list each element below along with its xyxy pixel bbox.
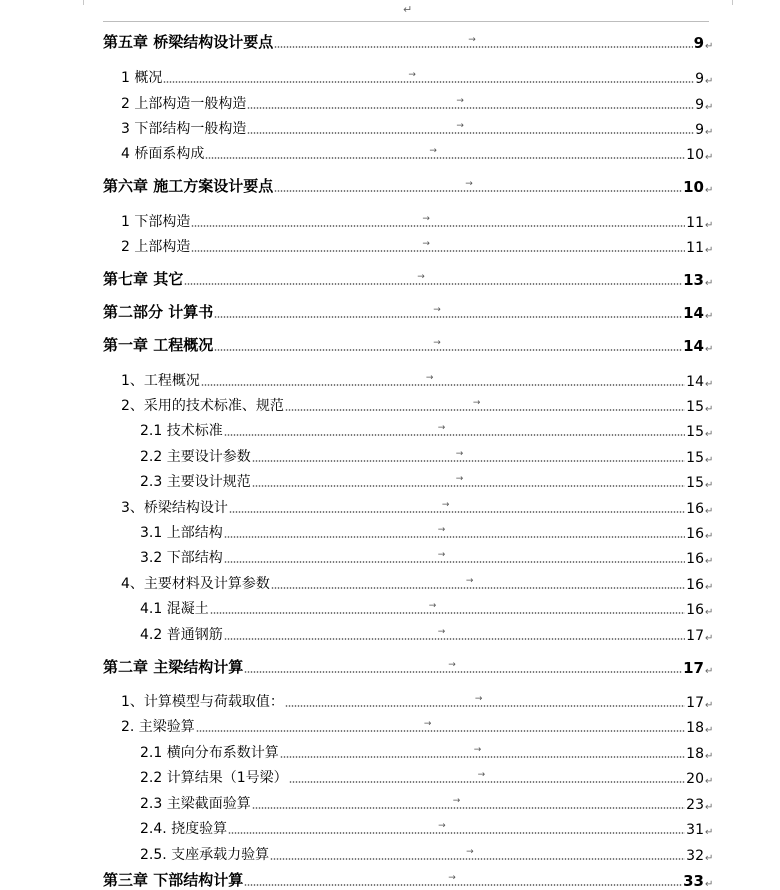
toc-entry[interactable] [103, 395, 713, 415]
toc-entry-label: 2.2 计算结果（1号梁） [140, 770, 288, 786]
toc-entry-page-number: 14 [686, 374, 704, 390]
tab-arrow-icon: → [433, 305, 441, 315]
tab-arrow-icon: → [465, 179, 473, 189]
toc-entry-page-number: 17 [686, 628, 704, 644]
tab-arrow-icon: → [438, 821, 446, 831]
dot-leader [191, 214, 685, 227]
toc-entry-label: 第二章 主梁结构计算 [103, 658, 244, 676]
toc-entry-page-number: 17 [683, 659, 704, 677]
toc-entry-label: 2.2 主要设计参数 [140, 449, 251, 465]
tab-arrow-icon: → [408, 70, 416, 80]
toc-entry-label: 3、桥梁结构设计 [121, 500, 228, 516]
toc-entry[interactable] [103, 844, 713, 864]
dot-leader [271, 576, 685, 589]
paragraph-return-icon: ↵ [705, 751, 714, 762]
paragraph-return-icon: ↵ [705, 531, 714, 542]
toc-entry-page-number: 16 [686, 526, 704, 542]
toc-entry-page-number: 9 [693, 34, 704, 52]
paragraph-return-icon: ↵ [705, 185, 714, 196]
paragraph-return-icon: ↵ [705, 41, 714, 52]
toc-entry[interactable] [103, 269, 713, 289]
tab-arrow-icon: → [425, 373, 434, 383]
toc-entry-label: 2 上部构造 [121, 239, 191, 255]
paragraph-return-icon: ↵ [705, 311, 714, 322]
toc-entry-page-number: 31 [686, 822, 704, 838]
tab-arrow-icon: → [465, 576, 474, 586]
dot-leader [224, 423, 685, 436]
document-page [83, 0, 733, 890]
toc-entry-label: 1 下部构造 [121, 214, 191, 230]
toc-entry[interactable] [103, 471, 713, 491]
toc-entry-page-number: 9 [695, 97, 704, 113]
toc-entry[interactable] [103, 522, 713, 542]
toc-entry[interactable] [103, 598, 713, 618]
dot-leader [228, 821, 685, 834]
toc-entry[interactable] [103, 547, 713, 567]
paragraph-return-icon: ↵ [705, 76, 714, 87]
tab-arrow-icon: → [422, 239, 430, 249]
dot-leader [191, 239, 685, 252]
toc-entry-page-number: 13 [683, 271, 704, 289]
toc-entry-label: 4.1 混凝土 [140, 601, 209, 617]
toc-entry-label: 1、工程概况 [121, 373, 200, 389]
tab-arrow-icon: → [472, 398, 481, 408]
toc-entry-page-number: 10 [686, 147, 704, 163]
paragraph-return-icon: ↵ [705, 379, 714, 390]
toc-entry-page-number: 15 [686, 450, 704, 466]
toc-entry-label: 4.2 普通钢筋 [140, 627, 223, 643]
toc-entry[interactable] [103, 573, 713, 593]
paragraph-return-icon: ↵ [705, 666, 714, 677]
toc-entry[interactable] [103, 742, 713, 762]
header-rule [103, 21, 709, 22]
tab-arrow-icon: → [455, 449, 464, 459]
paragraph-return-icon: ↵ [705, 455, 714, 466]
dot-leader [270, 847, 685, 860]
toc-entry-page-number: 15 [686, 424, 704, 440]
toc-entry-page-number: 16 [686, 577, 704, 593]
dot-leader [244, 873, 682, 886]
toc-entry-label: 第七章 其它 [103, 270, 184, 288]
paragraph-return-icon: ↵ [705, 220, 714, 231]
toc-entry[interactable] [103, 870, 713, 890]
paragraph-return-icon: ↵ [705, 802, 714, 813]
dot-leader [201, 373, 685, 386]
dot-leader [280, 745, 685, 758]
toc-entry[interactable] [103, 211, 713, 231]
dot-leader [224, 627, 685, 640]
tab-arrow-icon: → [433, 338, 441, 348]
page-corner-mark-left [83, 0, 84, 5]
paragraph-return-icon: ↵ [705, 853, 714, 864]
toc-entry-page-number: 10 [683, 178, 704, 196]
toc-entry-page-number: 18 [686, 746, 704, 762]
toc-entry-page-number: 9 [695, 71, 704, 87]
tab-arrow-icon: → [417, 272, 425, 282]
toc-entry-label: 3.2 下部结构 [140, 550, 223, 566]
paragraph-return-icon: ↵ [705, 344, 714, 355]
toc-entry-page-number: 9 [695, 122, 704, 138]
toc-entry-page-number: 17 [686, 695, 704, 711]
toc-entry-label: 1、计算模型与荷载取值： [121, 694, 284, 710]
dot-leader [274, 35, 692, 48]
toc-entry-page-number: 16 [686, 602, 704, 618]
toc-entry[interactable] [103, 67, 713, 87]
toc-entry-page-number: 23 [686, 797, 704, 813]
dot-leader [224, 525, 685, 538]
toc-entry[interactable] [103, 497, 713, 517]
dot-leader [285, 694, 685, 707]
dot-leader [252, 796, 685, 809]
toc-entry-label: 2.1 横向分布系数计算 [140, 745, 279, 761]
toc-entry[interactable] [103, 370, 713, 390]
toc-entry-page-number: 14 [683, 304, 704, 322]
paragraph-return-icon: ↵ [705, 127, 714, 138]
toc-entry-label: 2.1 技术标准 [140, 423, 223, 439]
toc-entry[interactable] [103, 624, 713, 644]
paragraph-return-icon: ↵ [705, 429, 714, 440]
toc-entry-label: 第二部分 计算书 [103, 303, 214, 321]
dot-leader [289, 770, 686, 783]
paragraph-return-icon: ↵ [705, 245, 714, 256]
toc-entry-label: 2、采用的技术标准、规范 [121, 398, 284, 414]
tab-arrow-icon: → [468, 35, 476, 45]
tab-arrow-icon: → [456, 121, 464, 131]
toc-entry-page-number: 33 [683, 872, 704, 890]
paragraph-return-icon: ↵ [705, 556, 714, 567]
toc-entry[interactable] [103, 420, 713, 440]
toc-entry-label: 4 桥面系构成 [121, 146, 205, 162]
paragraph-return-icon: ↵ [705, 827, 714, 838]
toc-entry-page-number: 11 [686, 240, 704, 256]
tab-arrow-icon: → [423, 719, 432, 729]
paragraph-return-icon: ↵ [705, 633, 714, 644]
toc-entry[interactable] [103, 335, 713, 355]
toc-entry[interactable] [103, 236, 713, 256]
paragraph-return-icon: ↵ [705, 607, 714, 618]
toc-entry-label: 2.3 主要设计规范 [140, 474, 251, 490]
dot-leader [285, 398, 685, 411]
toc-entry-page-number: 14 [683, 337, 704, 355]
toc-entry-label: 2.3 主梁截面验算 [140, 796, 251, 812]
paragraph-return-icon: ↵ [705, 725, 714, 736]
toc-entry[interactable] [103, 716, 713, 736]
toc-entry[interactable] [103, 118, 713, 138]
paragraph-return-icon: ↵ [705, 506, 714, 517]
toc-entry-label: 第六章 施工方案设计要点 [103, 177, 274, 195]
toc-entry-label: 2. 主梁验算 [121, 719, 195, 735]
tab-arrow-icon: → [448, 873, 456, 883]
toc-entry[interactable] [103, 446, 713, 466]
paragraph-return-icon: ↵ [705, 278, 714, 289]
tab-arrow-icon: → [441, 500, 450, 510]
dot-leader [214, 338, 682, 351]
paragraph-return-icon: ↵ [705, 582, 714, 593]
dot-leader [224, 550, 685, 563]
toc-entry-label: 第三章 下部结构计算 [103, 871, 244, 889]
toc-entry[interactable] [103, 657, 713, 677]
toc-entry-label: 2 上部构造一般构造 [121, 96, 247, 112]
dot-leader [205, 146, 685, 159]
dot-leader [184, 272, 682, 285]
paragraph-return-icon: ↵ [705, 879, 714, 890]
dot-leader [196, 719, 685, 732]
tab-arrow-icon: → [437, 423, 446, 433]
toc-entry[interactable] [103, 32, 713, 52]
toc-entry-page-number: 16 [686, 551, 704, 567]
toc-entry-page-number: 20 [686, 771, 704, 787]
tab-arrow-icon: → [456, 96, 464, 106]
dot-leader [247, 121, 694, 134]
tab-arrow-icon: → [448, 660, 456, 670]
dot-leader [252, 474, 685, 487]
tab-arrow-icon: → [474, 694, 483, 704]
dot-leader [214, 305, 682, 318]
toc-entry[interactable] [103, 818, 713, 838]
paragraph-return-icon: ↵ [705, 700, 714, 711]
toc-entry[interactable] [103, 767, 713, 787]
dot-leader [247, 96, 694, 109]
tab-arrow-icon: → [437, 627, 446, 637]
tab-arrow-icon: → [466, 847, 474, 857]
toc-entry-label: 1 概况 [121, 70, 163, 86]
dot-leader [163, 70, 694, 83]
tab-arrow-icon: → [429, 146, 437, 156]
dot-leader [252, 449, 685, 462]
toc-entry-label: 2.5. 支座承载力验算 [140, 847, 270, 863]
toc-entry-page-number: 32 [686, 848, 704, 864]
dot-leader [244, 660, 682, 673]
paragraph-return-icon: ↵ [705, 404, 714, 415]
dot-leader [274, 179, 682, 192]
toc-entry-page-number: 16 [686, 501, 704, 517]
toc-entry[interactable] [103, 176, 713, 196]
toc-entry-label: 第一章 工程概况 [103, 336, 214, 354]
page-corner-mark-right [732, 0, 733, 5]
toc-entry-label: 3 下部结构一般构造 [121, 121, 247, 137]
toc-entry-label: 第五章 桥梁结构设计要点 [103, 33, 274, 51]
paragraph-return-icon: ↵ [705, 102, 714, 113]
dot-leader [210, 601, 685, 614]
paragraph-return-icon: ↵ [403, 3, 413, 16]
dot-leader [229, 500, 685, 513]
tab-arrow-icon: → [437, 550, 446, 560]
toc-entry[interactable] [103, 302, 713, 322]
toc-entry-page-number: 18 [686, 720, 704, 736]
paragraph-return-icon: ↵ [705, 152, 714, 163]
paragraph-return-icon: ↵ [705, 480, 714, 491]
toc-entry[interactable] [103, 793, 713, 813]
toc-entry-page-number: 15 [686, 475, 704, 491]
toc-entry[interactable] [103, 93, 713, 113]
toc-entry-page-number: 15 [686, 399, 704, 415]
paragraph-return-icon: ↵ [705, 776, 714, 787]
tab-arrow-icon: → [422, 214, 430, 224]
tab-arrow-icon: → [477, 770, 486, 780]
toc-entry[interactable] [103, 691, 713, 711]
toc-entry[interactable] [103, 143, 713, 163]
tab-arrow-icon: → [437, 525, 446, 535]
tab-arrow-icon: → [452, 796, 461, 806]
tab-arrow-icon: → [473, 745, 482, 755]
toc-entry-label: 3.1 上部结构 [140, 525, 223, 541]
tab-arrow-icon: → [455, 474, 464, 484]
toc-entry-page-number: 11 [686, 215, 704, 231]
toc-entry-label: 4、主要材料及计算参数 [121, 576, 270, 592]
toc-entry-label: 2.4. 挠度验算 [140, 821, 228, 837]
tab-arrow-icon: → [428, 601, 437, 611]
